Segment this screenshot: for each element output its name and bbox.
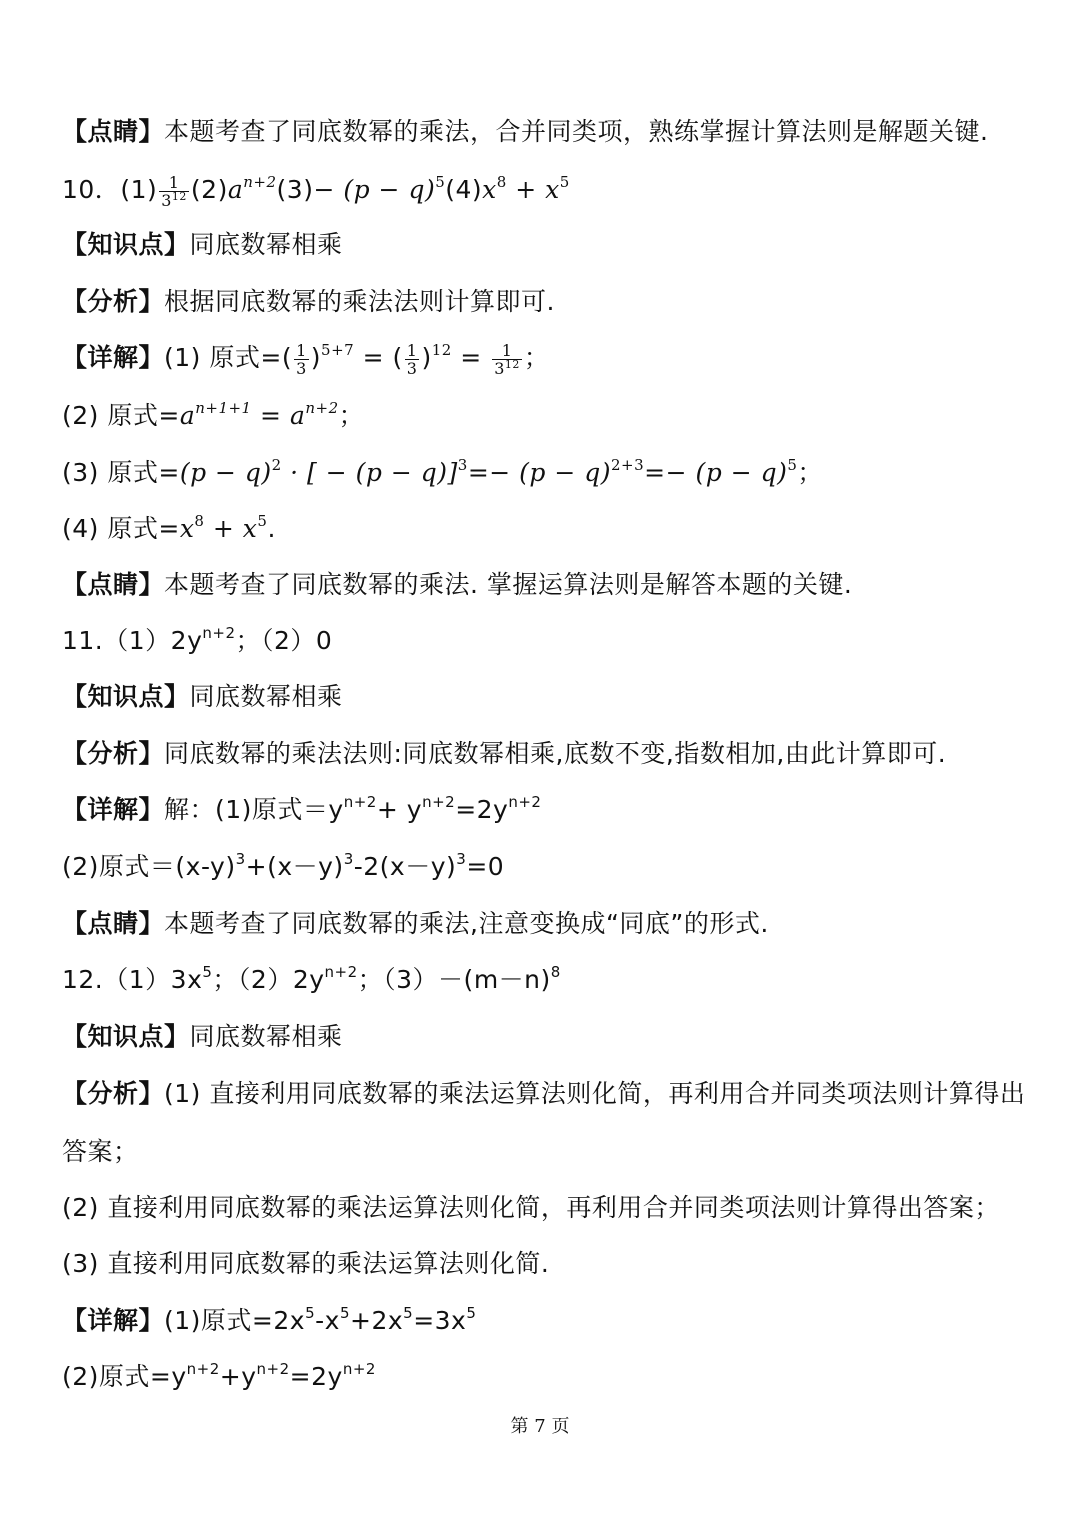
math-text: 解：(1)原式＝y [164, 795, 344, 824]
math-text: = [451, 343, 491, 372]
section-head: 【详解】 [62, 1306, 165, 1335]
answer-line-11 [62, 623, 1040, 659]
math-term: x [179, 514, 195, 543]
analysis-line-12-3 [62, 1246, 1040, 1282]
exponent: n+2 [422, 793, 456, 811]
math-term: + x [506, 175, 560, 204]
math-term: (p − q) [179, 458, 272, 487]
exponent: 12 [504, 357, 520, 371]
fraction-base: 3 [161, 190, 172, 210]
fraction-numerator: 1 [406, 340, 418, 360]
math-text: =0 [466, 852, 505, 881]
exponent: 5 [257, 512, 268, 530]
section-text: 同底数幂相乘 [189, 230, 343, 259]
math-text: +(x－y) [245, 852, 344, 881]
math-text: (3) 原式= [62, 458, 180, 487]
exponent: 2 [271, 456, 282, 474]
exponent: 5 [435, 173, 446, 191]
math-text: (1) 原式=( [164, 343, 293, 372]
section-text: 同底数幂相乘 [189, 682, 343, 711]
fraction [492, 342, 522, 377]
math-term: · [ − (p − q)] [281, 458, 458, 487]
math-text: (2)原式=y [62, 1362, 187, 1391]
math-text: 12.（1）3x [62, 965, 203, 994]
math-text: -2(x－y) [353, 852, 457, 881]
math-text: ) [421, 343, 432, 372]
part-label: (3) [276, 175, 314, 204]
math-text: +y [219, 1362, 257, 1391]
section-text: (3) 直接利用同底数幂的乘法运算法则化简. [62, 1249, 550, 1278]
comment-line-9 [62, 114, 1040, 150]
comment-line-11 [62, 906, 1040, 942]
exponent: n+2 [256, 1360, 290, 1378]
fraction-numerator: 1 [501, 340, 513, 360]
math-term: = a [251, 401, 306, 430]
fraction-numerator: 1 [168, 172, 180, 192]
math-text: ；（2）0 [235, 626, 333, 655]
exponent: 5 [403, 1304, 414, 1322]
section-head: 【分析】 [62, 287, 165, 316]
math-text: 11.（1）2y [62, 626, 203, 655]
detail-line-12-1 [62, 1303, 1040, 1339]
section-head: 【分析】 [62, 1079, 165, 1108]
math-term: =− (p − q) [467, 458, 612, 487]
detail-line-10-1 [62, 340, 1040, 377]
detail-line-11-1 [62, 792, 1040, 828]
exponent: 5 [559, 173, 570, 191]
part-label: (1) [120, 175, 158, 204]
exponent: n+2 [508, 793, 542, 811]
analysis-line-12-cont [62, 1134, 1040, 1170]
math-text: (4) 原式= [62, 514, 180, 543]
section-text: 同底数幂的乘法法则:同底数幂相乘,底数不变,指数相加,由此计算即可. [164, 739, 947, 768]
part-label: (2) [190, 175, 228, 204]
section-head: 【点睛】 [62, 570, 165, 599]
math-term: x [482, 175, 497, 204]
section-text: 根据同底数幂的乘法法则计算即可. [164, 287, 555, 316]
math-text: + y [376, 795, 423, 824]
exponent: 8 [194, 512, 205, 530]
answer-line-12 [62, 962, 1040, 998]
section-head: 【知识点】 [62, 230, 190, 259]
fraction [159, 174, 189, 209]
section-head: 【知识点】 [62, 1022, 190, 1051]
exponent: 3 [456, 850, 467, 868]
exponent: 3 [235, 850, 246, 868]
section-text: 答案； [62, 1137, 139, 1166]
fraction [405, 342, 420, 377]
exponent: 5+7 [321, 341, 355, 359]
fraction-base: 3 [494, 358, 505, 378]
exponent: 8 [496, 173, 507, 191]
knowledge-line-11 [62, 679, 1040, 715]
exponent: 5 [305, 1304, 316, 1322]
section-text: 同底数幂相乘 [189, 1022, 343, 1051]
detail-line-12-2 [62, 1359, 1040, 1395]
math-text: ； [523, 343, 550, 372]
section-head: 【知识点】 [62, 682, 190, 711]
exponent: 3 [343, 850, 354, 868]
section-text: 本题考查了同底数幂的乘法，合并同类项，熟练掌握计算法则是解题关键. [164, 117, 989, 146]
page-number: 第 7 页 [510, 1416, 570, 1437]
math-text: (2) 原式= [62, 401, 180, 430]
exponent: 3 [457, 456, 468, 474]
fraction-denominator: 3 [406, 358, 418, 378]
math-text: ；（3）－(m－n) [357, 965, 551, 994]
math-text: . [267, 514, 276, 543]
section-head: 【详解】 [62, 343, 165, 372]
detail-line-10-4 [62, 511, 1040, 547]
math-text: +2x [350, 1306, 404, 1335]
exponent: 5 [339, 1304, 350, 1322]
exponent: 5 [466, 1304, 477, 1322]
detail-line-10-2 [62, 398, 1040, 434]
exponent: 12 [431, 341, 452, 359]
math-text: ； [797, 458, 823, 487]
section-head: 【分析】 [62, 739, 165, 768]
math-text: =3x [413, 1306, 467, 1335]
math-text: ；（2）2y [212, 965, 325, 994]
math-text: =2y [289, 1362, 343, 1391]
exponent: n+2 [305, 399, 339, 417]
analysis-line-10 [62, 284, 1040, 320]
knowledge-line-12 [62, 1019, 1040, 1055]
math-text: ) [310, 343, 322, 372]
detail-line-10-3 [62, 455, 1040, 491]
section-head: 【点睛】 [62, 909, 165, 938]
analysis-line-11 [62, 736, 1040, 772]
fraction [294, 342, 309, 377]
section-head: 【点睛】 [62, 117, 165, 146]
fraction-denominator [492, 359, 522, 377]
math-text: -x [315, 1306, 340, 1335]
section-head: 【详解】 [62, 795, 165, 824]
math-term: + x [204, 514, 258, 543]
part-label: (4) [445, 175, 483, 204]
fraction-denominator: 3 [296, 358, 307, 378]
exponent: n+2 [243, 173, 277, 191]
exponent: 2+3 [611, 456, 645, 474]
section-text: (2) 直接利用同底数幂的乘法运算法则化简，再利用合并同类项法则计算得出答案； [62, 1193, 1000, 1222]
exponent: 8 [550, 963, 561, 981]
analysis-line-12-2 [62, 1190, 1040, 1226]
section-text: 本题考查了同底数幂的乘法. 掌握运算法则是解答本题的关键. [164, 570, 853, 599]
detail-line-11-2 [62, 849, 1040, 885]
math-text: =2y [455, 795, 509, 824]
exponent: n+2 [202, 624, 236, 642]
math-term: − (p − q) [313, 175, 436, 204]
fraction-numerator: 1 [296, 340, 307, 360]
exponent: 5 [787, 456, 798, 474]
exponent: n+1+1 [195, 399, 252, 417]
math-term: a [227, 175, 244, 204]
knowledge-line-10 [62, 227, 1040, 263]
analysis-line-12 [62, 1076, 1040, 1112]
comment-line-10 [62, 567, 1040, 603]
math-text: = ( [354, 343, 403, 372]
exponent: 5 [202, 963, 213, 981]
answer-line-10 [62, 172, 1040, 209]
math-term: a [179, 401, 196, 430]
exponent: n+2 [343, 793, 377, 811]
exponent: n+2 [186, 1360, 220, 1378]
exponent: n+2 [342, 1360, 376, 1378]
fraction-denominator [159, 191, 189, 209]
math-text: (1)原式=2x [164, 1306, 306, 1335]
section-text: (1) 直接利用同底数幂的乘法运算法则化简，再利用合并同类项法则计算得出 [164, 1079, 1026, 1108]
exponent: n+2 [324, 963, 358, 981]
question-number: 10． [62, 175, 121, 204]
math-term: =− (p − q) [644, 458, 788, 487]
section-text: 本题考查了同底数幂的乘法,注意变换成“同底”的形式. [164, 909, 769, 938]
math-text: ； [338, 401, 365, 430]
exponent: 12 [171, 189, 187, 203]
math-text: (2)原式＝(x-y) [62, 852, 236, 881]
